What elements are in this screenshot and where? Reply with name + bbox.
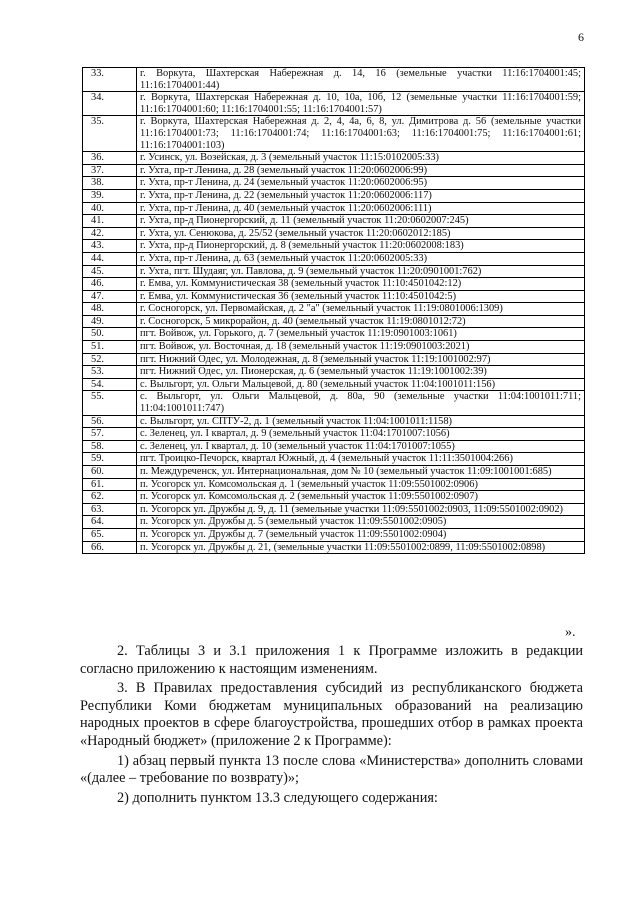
row-number: 39. [83,189,137,202]
body-text [80,643,583,809]
row-address: г. Ухта, пр-д Пионергорский, д. 11 (земельный участок 11:20:0602007:245) [137,215,585,228]
row-number: 57. [83,428,137,441]
table-row [83,428,585,441]
row-number: 50. [83,328,137,341]
table-row [83,303,585,316]
table-row [83,92,585,116]
row-address: г. Сосногорск, 5 микрорайон, д. 40 (земельный участок 11:19:0801012:72) [137,315,585,328]
row-address: пгт. Войвож, ул. Восточная, д. 18 (земельный участок 11:19:0901003:2021) [137,341,585,354]
paragraph-3: 3. В Правилах предоставления субсидий из республиканского бюджета Республики Коми бюджетам муниципальных образований на реализацию народных проектов в сфере благоустройства, прошедших отбор в рамках проекта «Народный бюджет» (приложение 2 к Программе): [80,680,583,749]
row-number: 64. [83,516,137,529]
row-number: 41. [83,215,137,228]
table-row [83,164,585,177]
row-address: пгт. Войвож, ул. Горького, д. 7 (земельный участок 11:19:0901003:1061) [137,328,585,341]
row-address: п. Усогорск ул. Комсомольская д. 2 (земельный участок 11:09:5501002:0907) [137,491,585,504]
row-number: 43. [83,240,137,253]
row-number: 46. [83,278,137,291]
table-row [83,341,585,354]
row-number: 60. [83,466,137,479]
table-row [83,516,585,529]
row-number: 48. [83,303,137,316]
row-address: п. Усогорск ул. Дружбы д. 21, (земельные участки 11:09:5501002:0899, 11:09:5501002:0898) [137,541,585,554]
row-number: 42. [83,227,137,240]
table-row [83,240,585,253]
row-number: 56. [83,415,137,428]
row-address: п. Усогорск ул. Дружбы д. 5 (земельный участок 11:09:5501002:0905) [137,516,585,529]
table-row [83,478,585,491]
table-row [83,227,585,240]
row-address: г. Ухта, ул. Сенюкова, д. 25/52 (земельный участок 11:20:0602012:185) [137,227,585,240]
row-address: п. Усогорск ул. Комсомольская д. 1 (земельный участок 11:09:5501002:0906) [137,478,585,491]
table-row [83,116,585,152]
row-address: г. Ухта, пгт. Шудаяг, ул. Павлова, д. 9 (земельный участок 11:20:0901001:762) [137,265,585,278]
table-row [83,278,585,291]
row-address: г. Ухта, пр-т Ленина, д. 40 (земельный участок 11:20:0602006:111) [137,202,585,215]
row-address: г. Емва, ул. Коммунистическая 36 (земельный участок 11:10:4501042:5) [137,290,585,303]
row-address: с. Выльгорт, ул. Ольги Мальцевой, д. 80 (земельный участок 11:04:1001011:156) [137,378,585,391]
row-address: г. Ухта, пр-д Пионергорский, д. 8 (земельный участок 11:20:0602008:183) [137,240,585,253]
row-address: с. Выльгорт, ул. СПТУ-2, д. 1 (земельный участок 11:04:1001011:1158) [137,415,585,428]
row-address: г. Сосногорск, ул. Первомайская, д. 2 "а" (земельный участок 11:19:0801006:1309) [137,303,585,316]
address-table-body [83,68,585,554]
row-address: г. Ухта, пр-т Ленина, д. 28 (земельный участок 11:20:0602006:99) [137,164,585,177]
table-row [83,491,585,504]
row-number: 38. [83,177,137,190]
closing-quote: ». [565,625,576,640]
table-row [83,466,585,479]
table-row [83,152,585,165]
row-address: г. Воркута, Шахтерская Набережная д. 10, 10а, 10б, 12 (земельные участки 11:16:1704001:59; 11:16:1704001:60; 11:16:1704001:55; 11:16:1704001:57) [137,92,585,116]
row-number: 35. [83,116,137,152]
row-number: 34. [83,92,137,116]
table-row [83,440,585,453]
table-row [83,391,585,415]
table-row [83,328,585,341]
table-row [83,202,585,215]
row-address: г. Ухта, пр-т Ленина, д. 22 (земельный участок 11:20:0602006:117) [137,189,585,202]
paragraph-3-item-2: 2) дополнить пунктом 13.3 следующего содержания: [117,789,438,806]
row-address: г. Ухта, пр-т Ленина, д. 24 (земельный участок 11:20:0602006:95) [137,177,585,190]
row-number: 33. [83,68,137,92]
table-row [83,252,585,265]
row-number: 63. [83,503,137,516]
table-row [83,265,585,278]
row-address: с. Зеленец, ул. I квартал, д. 9 (земельный участок 11:04:1701007:1056) [137,428,585,441]
row-address: пгт. Нижний Одес, ул. Пионерская, д. 6 (земельный участок 11:19:1001002:39) [137,366,585,379]
table-row [83,541,585,554]
row-address: г. Усинск, ул. Возейская, д. 3 (земельный участок 11:15:0102005:33) [137,152,585,165]
table-row [83,415,585,428]
table-row [83,315,585,328]
row-number: 36. [83,152,137,165]
row-number: 66. [83,541,137,554]
table-row [83,503,585,516]
row-address: пгт. Нижний Одес, ул. Молодежная, д. 8 (земельный участок 11:19:1001002:97) [137,353,585,366]
row-number: 47. [83,290,137,303]
row-address: г. Емва, ул. Коммунистическая 38 (земельный участок 11:10:4501042:12) [137,278,585,291]
row-address: пгт. Троицко-Печорск, квартал Южный, д. 4 (земельный участок 11:11:3501004:266) [137,453,585,466]
row-number: 52. [83,353,137,366]
table-row [83,215,585,228]
row-number: 45. [83,265,137,278]
row-number: 58. [83,440,137,453]
table-row [83,528,585,541]
row-number: 65. [83,528,137,541]
paragraph-2: 2. Таблицы 3 и 3.1 приложения 1 к Программе изложить в редакции согласно приложению к настоящим изменениям. [80,643,583,677]
row-number: 53. [83,366,137,379]
table-row [83,453,585,466]
table-row [83,189,585,202]
row-address: п. Междуреченск, ул. Интернациональная, дом № 10 (земельный участок 11:09:1001001:685) [137,466,585,479]
table-row [83,366,585,379]
row-number: 51. [83,341,137,354]
row-address: г. Воркута, Шахтерская Набережная д. 2, 4, 4а, 6, 8, ул. Димитрова д. 56 (земельные участки 11:16:1704001:73; 11:16:1704001:74; 11:16:1704001:63; 11:16:1704001:75; 11:16:1704001:61; 11:16:1704001:103) [137,116,585,152]
row-address: п. Усогорск ул. Дружбы д. 7 (земельный участок 11:09:5501002:0904) [137,528,585,541]
page-number: 6 [578,30,584,44]
row-number: 55. [83,391,137,415]
table-row [83,353,585,366]
row-number: 37. [83,164,137,177]
address-table [82,67,585,554]
row-number: 59. [83,453,137,466]
row-number: 44. [83,252,137,265]
row-number: 49. [83,315,137,328]
row-address: с. Зеленец, ул. I квартал, д. 10 (земельный участок 11:04:1701007:1055) [137,440,585,453]
row-address: п. Усогорск ул. Дружбы д. 9, д. 11 (земельные участки 11:09:5501002:0903, 11:09:5501002:0902) [137,503,585,516]
row-address: с. Выльгорт, ул. Ольги Мальцевой, д. 80а, 90 (земельные участки 11:04:1001011:711; 11:04:1001011:747) [137,391,585,415]
table-row [83,177,585,190]
row-number: 40. [83,202,137,215]
row-address: г. Ухта, пр-т Ленина, д. 63 (земельный участок 11:20:0602005:33) [137,252,585,265]
row-number: 62. [83,491,137,504]
row-address: г. Воркута, Шахтерская Набережная д. 14, 16 (земельные участки 11:16:1704001:45; 11:16:1704001:44) [137,68,585,92]
table-row [83,68,585,92]
table-row [83,378,585,391]
table-row [83,290,585,303]
row-number: 61. [83,478,137,491]
row-number: 54. [83,378,137,391]
paragraph-3-item-1: 1) абзац первый пункта 13 после слова «Министерства» дополнить словами «(далее – требование по возврату)»; [80,752,583,787]
